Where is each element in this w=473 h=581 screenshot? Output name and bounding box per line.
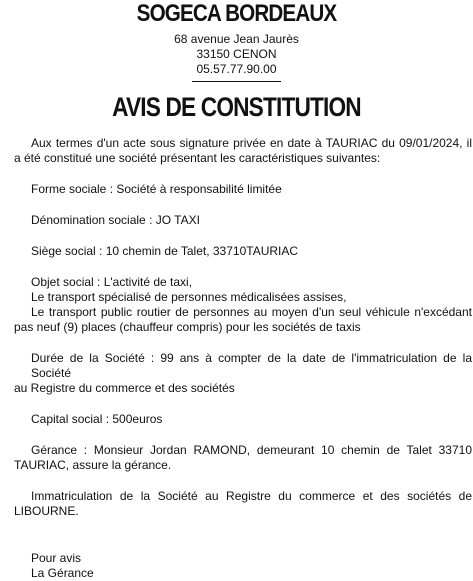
objet-line-2: Le transport spécialisé de personnes médicalisées assises, — [31, 290, 347, 304]
closing-pour-avis: Pour avis — [31, 551, 82, 565]
immatriculation-line-2: LIBOURNE. — [14, 504, 79, 518]
denomination-sociale: Dénomination sociale : JO TAXI — [31, 213, 200, 227]
gerance-line-2: TAURIAC, assure la gérance. — [14, 458, 172, 472]
company-street-address: 68 avenue Jean Jaurès — [174, 32, 299, 46]
closing-signatory: La Gérance — [31, 566, 94, 580]
siege-social: Siège social : 10 chemin de Talet, 33710TAURIAC — [31, 244, 299, 258]
duree-line-1: Durée de la Société : 99 ans à compter de la date de l'immatriculation de la Société — [31, 351, 472, 380]
objet-line-3: Le transport public routier de personnes au moyen d'un seul véhicule n'excédant — [31, 305, 472, 319]
company-postcode-city: 33150 CENON — [196, 47, 277, 61]
intro-line-1: Aux termes d'un acte sous signature privée en date à TAURIAC du 09/01/2024, il — [31, 136, 472, 150]
forme-sociale: Forme sociale : Société à responsabilité limitée — [31, 182, 282, 196]
intro-line-2: a été constitué une société présentant les caractéristiques suivantes: — [14, 151, 381, 165]
immatriculation-line-1: Immatriculation de la Société au Registre du commerce et des sociétés de — [31, 489, 472, 503]
company-name: SOGECA BORDEAUX — [136, 0, 337, 27]
objet-line-1: Objet social : L'activité de taxi, — [31, 275, 193, 289]
capital-social: Capital social : 500euros — [31, 412, 163, 426]
notice-body — [14, 136, 472, 581]
company-phone: 05.57.77.90.00 — [196, 62, 277, 76]
objet-line-4: pas neuf (9) places (chauffeur compris) pour les sociétés de taxis — [14, 320, 361, 334]
gerance-line-1: Gérance : Monsieur Jordan RAMOND, demeurant 10 chemin de Talet 33710 — [31, 443, 472, 457]
duree-line-2: au Registre du commerce et des sociétés — [14, 381, 235, 395]
header-divider — [192, 81, 281, 82]
notice-title: AVIS DE CONSTITUTION — [112, 92, 361, 122]
